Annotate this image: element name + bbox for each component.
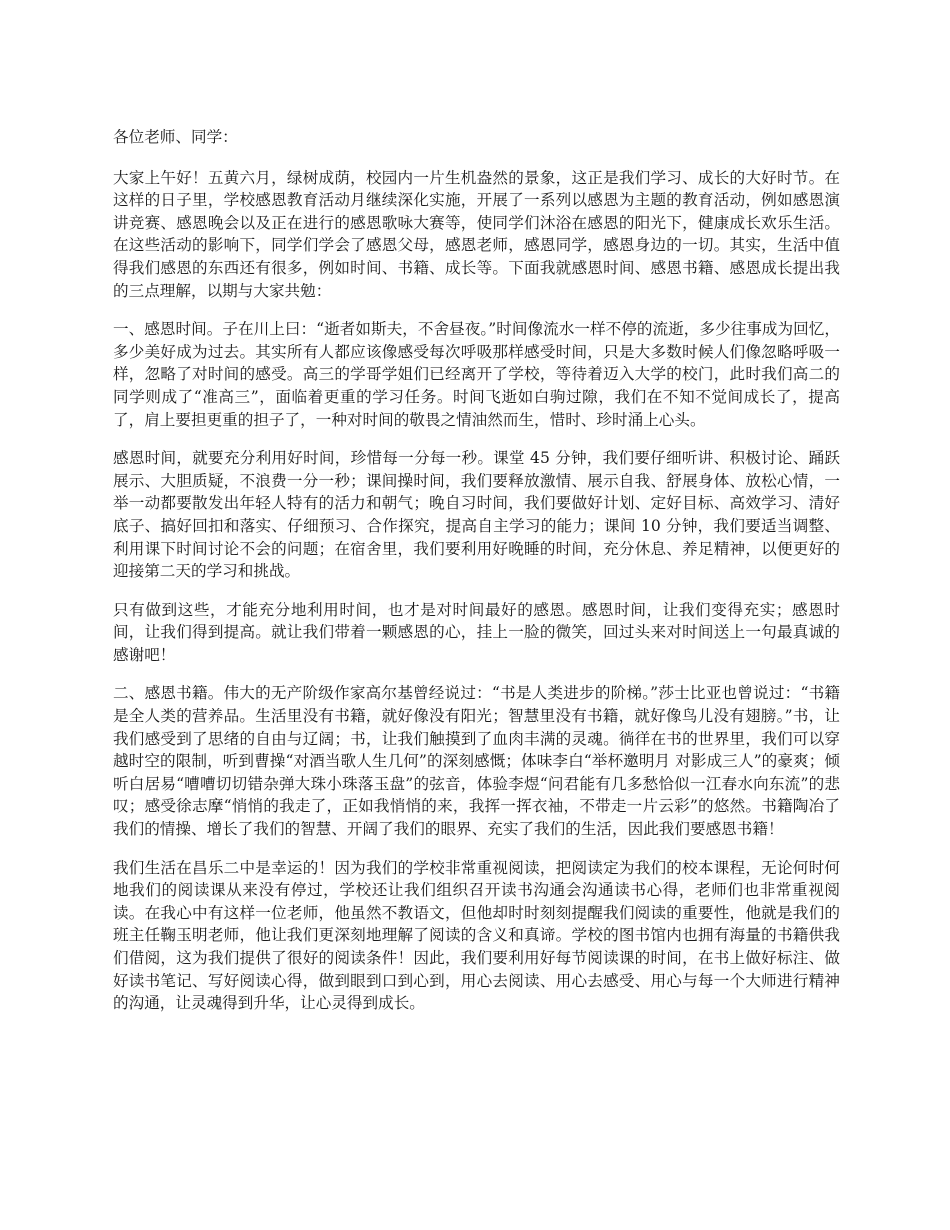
paragraph-use-time: 感恩时间，就要充分利用好时间，珍惜每一分每一秒。课堂 45 分钟，我们要仔细听讲、积极讨论、踊跃展示、大胆质疑，不浪费一分一秒；课间操时间，我们要释放激情、展示自我、舒展身体、放松心情，一举一动都要散发出年轻人特有的活力和朝气；晚自习时间，我们要做好计划、定好目标、高效学习、清好底子、搞好回扣和落实、仔细预习、合作探究，提高自主学习的能力；课间 10 分钟，我们要适当调整、利用课下时间讨论不会的问题；在宿舍里，我们要利用好晚睡的时间，充分休息、养足精神，以便更好的迎接第二天的学习和挑战。 bbox=[113, 449, 840, 581]
document-body bbox=[113, 126, 840, 1031]
paragraph-gratitude-time: 一、感恩时间。子在川上曰：“逝者如斯夫，不舍昼夜。”时间像流水一样不停的流逝，多少往事成为回忆，多少美好成为过去。其实所有人都应该像感受每次呼吸那样感受时间，只是大多数时候人们像忽略呼吸一样，忽略了对时间的感受。高三的学哥学姐们已经离开了学校，等待着迈入大学的校门，此时我们高二的同学则成了“准高三”，面临着更重的学习任务。时间飞逝如白驹过隙，我们在不知不觉间成长了，提高了，肩上要担更重的担子了，一种对时间的敬畏之情油然而生，惜时、珍时涌上心头。 bbox=[113, 320, 840, 429]
paragraph-greeting: 大家上午好！五黄六月，绿树成荫，校园内一片生机盎然的景象，这正是我们学习、成长的大好时节。在这样的日子里，学校感恩教育活动月继续深化实施，开展了一系列以感恩为主题的教育活动，例如感恩演讲竞赛、感恩晚会以及正在进行的感恩歌咏大赛等，使同学们沐浴在感恩的阳光下，健康成长欢乐生活。在这些活动的影响下，同学们学会了感恩父母，感恩老师，感恩同学，感恩身边的一切。其实，生活中值得我们感恩的东西还有很多，例如时间、书籍、成长等。下面我就感恩时间、感恩书籍、感恩成长提出我的三点理解，以期与大家共勉： bbox=[113, 168, 840, 300]
paragraph-reading-school: 我们生活在昌乐二中是幸运的！因为我们的学校非常重视阅读，把阅读定为我们的校本课程，无论何时何地我们的阅读课从来没有停过，学校还让我们组织召开读书沟通会沟通读书心得，老师们也非常重视阅读。在我心中有这样一位老师，他虽然不教语文，但他却时时刻刻提醒我们阅读的重要性，他就是我们的班主任鞠玉明老师，他让我们更深刻地理解了阅读的含义和真谛。学校的图书馆内也拥有海量的书籍供我们借阅，这为我们提供了很好的阅读条件！因此，我们要利用好每节阅读课的时间，在书上做好标注、做好读书笔记、写好阅读心得，做到眼到口到心到，用心去阅读、用心去感受、用心与每一个大师进行精神的沟通，让灵魂得到升华，让心灵得到成长。 bbox=[113, 858, 840, 1013]
paragraph-gratitude-books: 二、感恩书籍。伟大的无产阶级作家高尔基曾经说过：“书是人类进步的阶梯。”莎士比亚也曾说过：“书籍是全人类的营养品。生活里没有书籍，就好像没有阳光；智慧里没有书籍，就好像鸟儿没有翅膀。”书，让我们感受到了思绪的自由与辽阔；书，让我们触摸到了血肉丰满的灵魂。徜徉在书的世界里，我们可以穿越时空的限制，听到曹操“对酒当歌人生几何”的深刻感慨；体味李白“举杯邀明月 对影成三人”的豪爽；倾听白居易“嘈嘈切切错杂弹大珠小珠落玉盘”的弦音，体验李煜“问君能有几多愁恰似一江春水向东流”的悲叹；感受徐志摩“悄悄的我走了，正如我悄悄的来，我挥一挥衣袖，不带走一片云彩”的悠然。书籍陶冶了我们的情操、增长了我们的智慧、开阔了我们的眼界、充实了我们的生活，因此我们要感恩书籍！ bbox=[113, 684, 840, 839]
paragraph-time-conclusion: 只有做到这些，才能充分地利用时间，也才是对时间最好的感恩。感恩时间，让我们变得充实；感恩时间，让我们得到提高。就让我们带着一颗感恩的心，挂上一脸的微笑，回过头来对时间送上一句最真诚的感谢吧！ bbox=[113, 600, 840, 664]
salutation: 各位老师、同学： bbox=[113, 128, 238, 146]
